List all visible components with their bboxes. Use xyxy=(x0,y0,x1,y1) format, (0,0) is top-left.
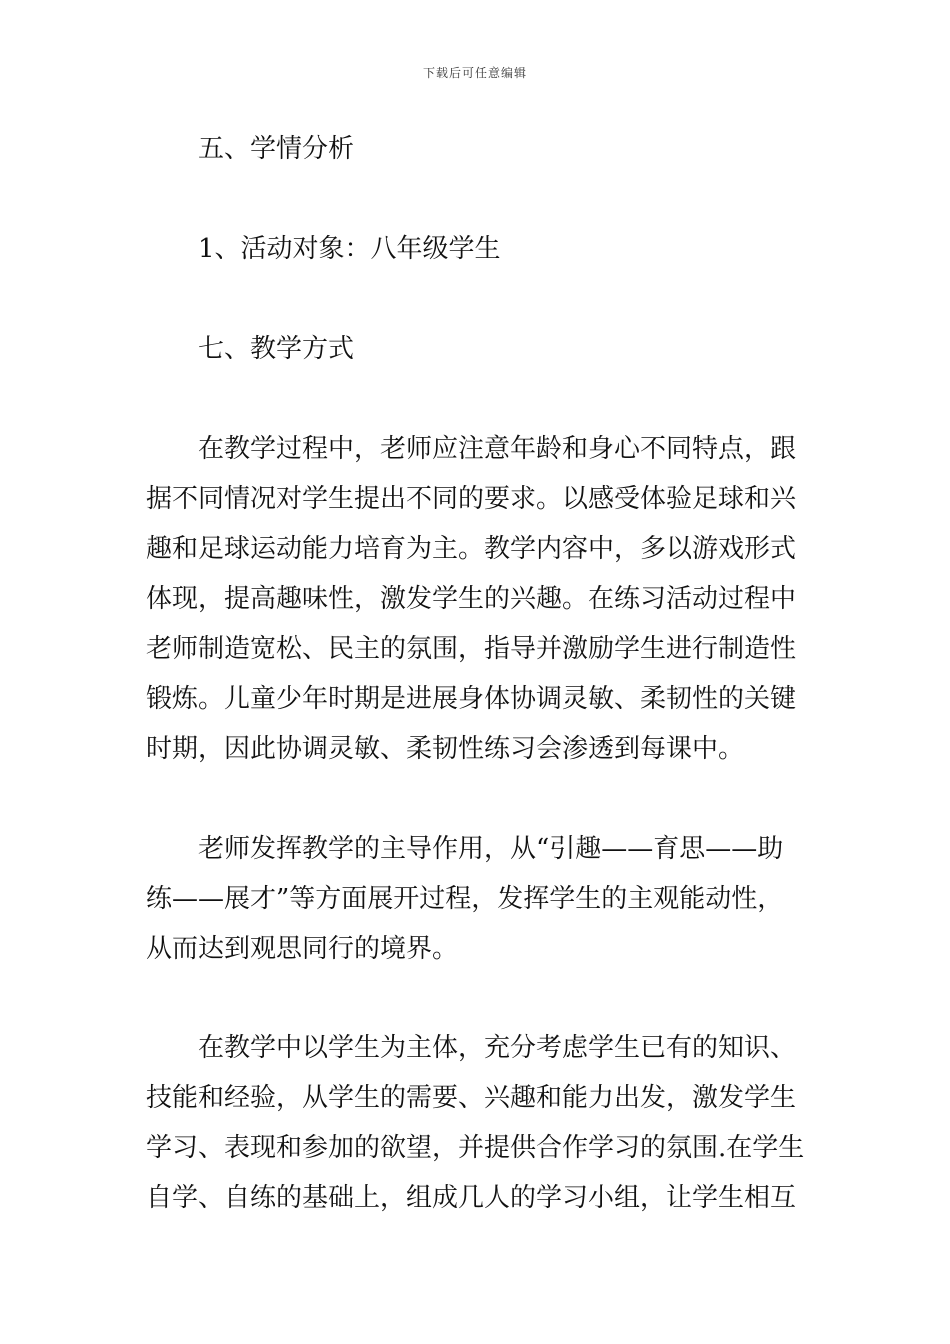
page-header: 下载后可任意编辑 xyxy=(422,66,527,80)
paragraph-2-line: 从而达到观思同行的境界。 xyxy=(146,934,459,964)
heading-teaching-method: 七、教学方式 xyxy=(198,334,355,364)
paragraph-2-line: 老师发挥教学的主导作用，从“引趣——育思——助 xyxy=(198,834,784,864)
paragraph-3-line: 学习、表现和参加的欲望，并提供合作学习的氛围.在学生 xyxy=(146,1133,805,1163)
paragraph-2-line: 练——展才”等方面展开过程，发挥学生的主观能动性， xyxy=(146,884,784,914)
paragraph-3-line: 自学、自练的基础上，组成几人的学习小组，让学生相互 xyxy=(146,1183,797,1213)
paragraph-1-line: 体现，提高趣味性，激发学生的兴趣。在练习活动过程中 xyxy=(146,584,797,614)
heading-activity-target: 1、活动对象：八年级学生 xyxy=(198,234,501,264)
paragraph-1-line: 在教学过程中，老师应注意年龄和身心不同特点，跟 xyxy=(198,434,797,464)
heading-learning-analysis: 五、学情分析 xyxy=(198,134,355,164)
paragraph-1-line: 据不同情况对学生提出不同的要求。以感受体验足球和兴 xyxy=(146,484,797,514)
paragraph-1-line: 锻炼。儿童少年时期是进展身体协调灵敏、柔韧性的关键 xyxy=(146,684,797,714)
paragraph-3-line: 在教学中以学生为主体，充分考虑学生已有的知识、 xyxy=(198,1033,797,1063)
paragraph-1-line: 趣和足球运动能力培育为主。教学内容中，多以游戏形式 xyxy=(146,534,797,564)
paragraph-1-line: 时期，因此协调灵敏、柔韧性练习会渗透到每课中。 xyxy=(146,734,745,764)
paragraph-3-line: 技能和经验，从学生的需要、兴趣和能力出发，激发学生 xyxy=(146,1083,797,1113)
paragraph-1-line: 老师制造宽松、民主的氛围，指导并激励学生进行制造性 xyxy=(146,634,797,664)
